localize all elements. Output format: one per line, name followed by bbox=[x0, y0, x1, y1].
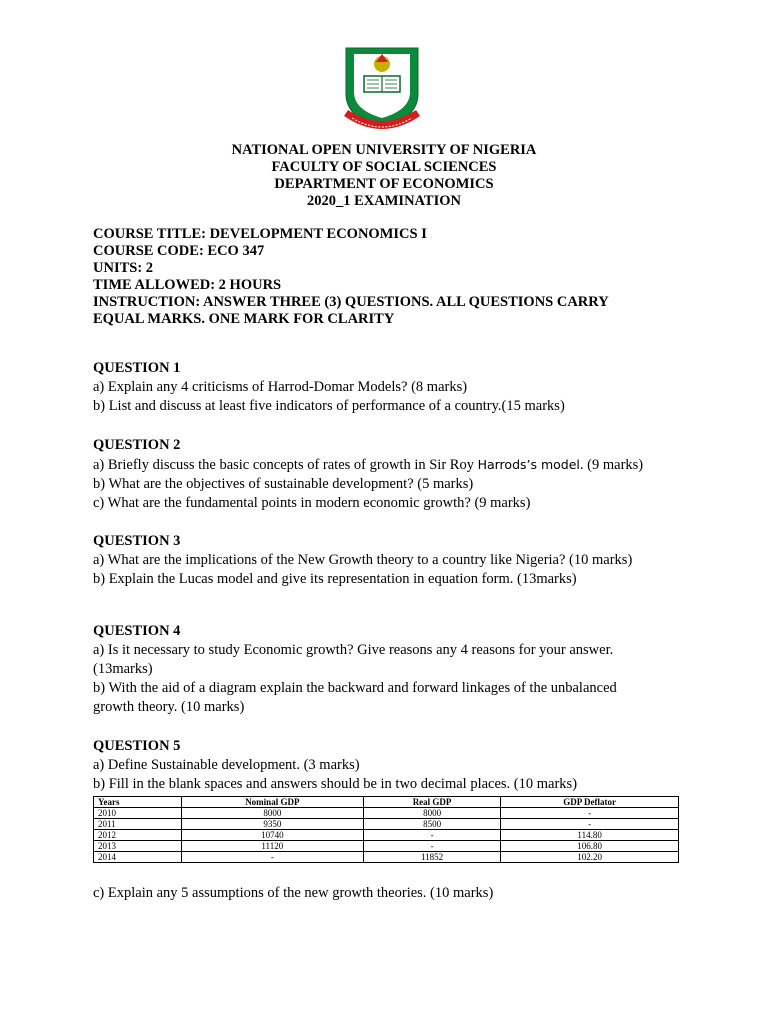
cell-real-gdp: 8500 bbox=[363, 819, 500, 830]
cell-gdp-deflator: 114.80 bbox=[501, 830, 679, 841]
cell-year: 2012 bbox=[94, 830, 182, 841]
header-years: Years bbox=[94, 797, 182, 808]
table-row bbox=[94, 841, 679, 852]
question-1 bbox=[93, 359, 693, 416]
question-4b-line-2: growth theory. (10 marks) bbox=[93, 699, 245, 715]
cell-real-gdp: 8000 bbox=[363, 808, 500, 819]
question-3a: a) What are the implications of the New Growth theory to a country like Nigeria? (10 marks) bbox=[93, 552, 633, 568]
question-1b: b) List and discuss at least five indicators of performance of a country.(15 marks) bbox=[93, 398, 565, 414]
gdp-table bbox=[93, 796, 679, 863]
question-2b: b) What are the objectives of sustainable development? (5 marks) bbox=[93, 476, 474, 492]
cell-year: 2014 bbox=[94, 852, 182, 863]
question-2a-suffix: . (9 marks) bbox=[579, 457, 644, 473]
question-4a-line-1: a) Is it necessary to study Economic growth? Give reasons any 4 reasons for your answer. bbox=[93, 642, 614, 658]
department-name: DEPARTMENT OF ECONOMICS bbox=[274, 176, 494, 192]
university-name: NATIONAL OPEN UNIVERSITY OF NIGERIA bbox=[231, 142, 537, 158]
table-row bbox=[94, 830, 679, 841]
university-crest-logo bbox=[340, 42, 424, 138]
question-2 bbox=[93, 436, 693, 513]
question-2a-name: Harrods’s model bbox=[477, 457, 580, 472]
course-units: UNITS: 2 bbox=[93, 260, 154, 276]
question-1a: a) Explain any 4 criticisms of Harrod-Domar Models? (8 marks) bbox=[93, 379, 468, 395]
question-3-title: QUESTION 3 bbox=[93, 533, 181, 549]
cell-nominal-gdp: 9350 bbox=[181, 819, 363, 830]
table-row bbox=[94, 819, 679, 830]
time-allowed: TIME ALLOWED: 2 HOURS bbox=[93, 277, 282, 293]
question-1-title: QUESTION 1 bbox=[93, 360, 181, 376]
cell-year: 2013 bbox=[94, 841, 182, 852]
cell-real-gdp: - bbox=[363, 841, 500, 852]
exam-header bbox=[0, 142, 768, 210]
cell-real-gdp: 11852 bbox=[363, 852, 500, 863]
question-2c: c) What are the fundamental points in modern economic growth? (9 marks) bbox=[93, 495, 531, 511]
cell-year: 2010 bbox=[94, 808, 182, 819]
table-row bbox=[94, 852, 679, 863]
course-code: COURSE CODE: ECO 347 bbox=[93, 243, 265, 259]
question-4b-line-1: b) With the aid of a diagram explain the backward and forward linkages of the unbalanced bbox=[93, 680, 617, 696]
question-5 bbox=[93, 737, 693, 794]
table-row bbox=[94, 808, 679, 819]
question-3b: b) Explain the Lucas model and give its representation in equation form. (13marks) bbox=[93, 571, 577, 587]
cell-gdp-deflator: - bbox=[501, 819, 679, 830]
exam-session: 2020_1 EXAMINATION bbox=[307, 193, 461, 209]
cell-nominal-gdp: 11120 bbox=[181, 841, 363, 852]
question-5a: a) Define Sustainable development. (3 marks) bbox=[93, 757, 360, 773]
cell-gdp-deflator: - bbox=[501, 808, 679, 819]
cell-gdp-deflator: 102.20 bbox=[501, 852, 679, 863]
header-real-gdp: Real GDP bbox=[363, 797, 500, 808]
course-info bbox=[93, 226, 693, 328]
cell-real-gdp: - bbox=[363, 830, 500, 841]
instruction-line-1: INSTRUCTION: ANSWER THREE (3) QUESTIONS. ALL QUESTIONS CARRY bbox=[93, 294, 609, 310]
instruction-line-2: EQUAL MARKS. ONE MARK FOR CLARITY bbox=[93, 311, 395, 327]
course-title: COURSE TITLE: DEVELOPMENT ECONOMICS I bbox=[93, 226, 427, 242]
question-2-title: QUESTION 2 bbox=[93, 437, 181, 453]
gdp-table-header-row bbox=[94, 797, 679, 808]
header-gdp-deflator: GDP Deflator bbox=[501, 797, 679, 808]
question-4a-line-2: (13marks) bbox=[93, 661, 153, 677]
question-5-title: QUESTION 5 bbox=[93, 738, 181, 754]
cell-nominal-gdp: 10740 bbox=[181, 830, 363, 841]
cell-year: 2011 bbox=[94, 819, 182, 830]
cell-nominal-gdp: - bbox=[181, 852, 363, 863]
question-5b: b) Fill in the blank spaces and answers should be in two decimal places. (10 marks) bbox=[93, 776, 578, 792]
question-4-title: QUESTION 4 bbox=[93, 623, 181, 639]
question-3 bbox=[93, 532, 693, 589]
cell-nominal-gdp: 8000 bbox=[181, 808, 363, 819]
header-nominal-gdp: Nominal GDP bbox=[181, 797, 363, 808]
question-4 bbox=[93, 622, 693, 717]
question-5c: c) Explain any 5 assumptions of the new growth theories. (10 marks) bbox=[93, 885, 494, 901]
faculty-name: FACULTY OF SOCIAL SCIENCES bbox=[271, 159, 497, 175]
cell-gdp-deflator: 106.80 bbox=[501, 841, 679, 852]
question-2a bbox=[93, 455, 693, 475]
question-2a-prefix: a) Briefly discuss the basic concepts of rates of growth in Sir Roy bbox=[93, 457, 478, 473]
